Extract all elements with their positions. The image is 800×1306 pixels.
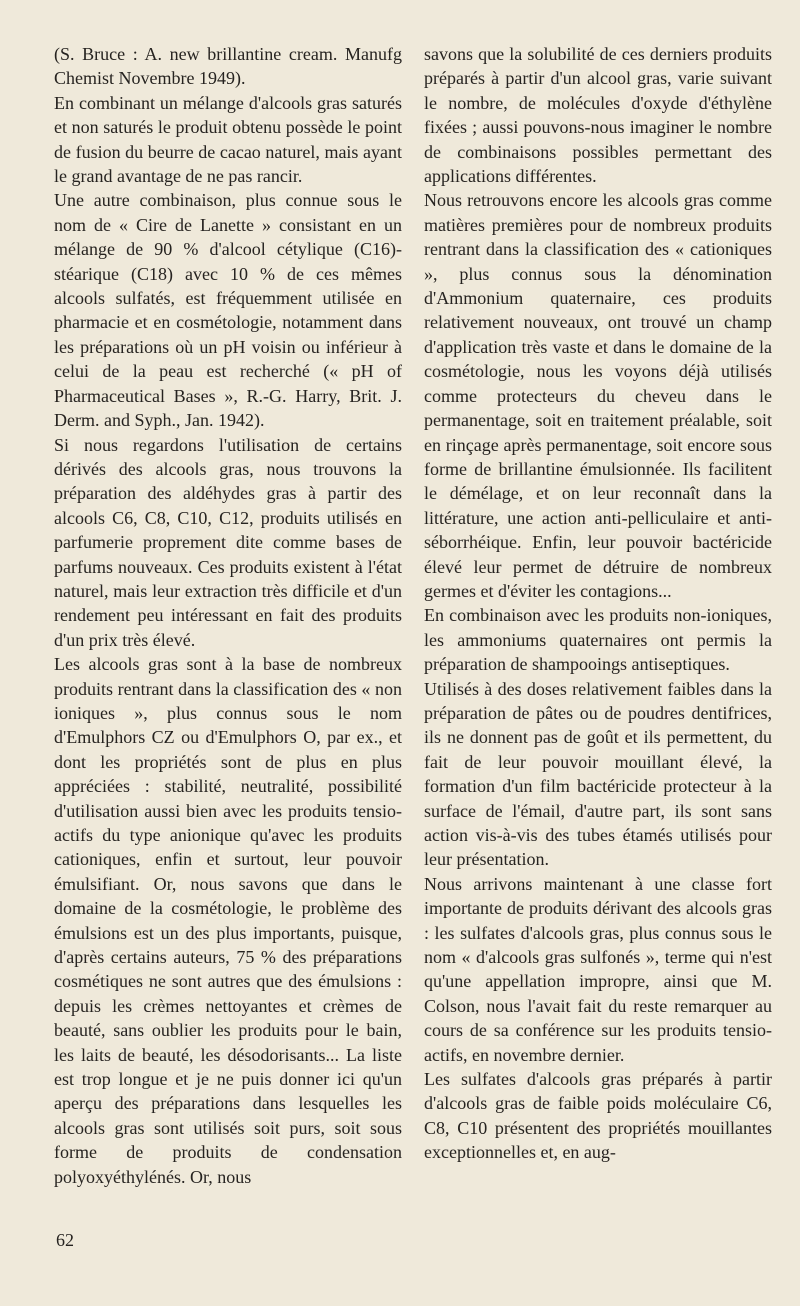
paragraph: Les alcools gras sont à la base de nombreux produits rentrant dans la classification des « non ioniques », plus connus sous le nom d'Emulphors CZ ou d'Emulphors O, par ex., et dont les propriétés sont de plus en plus appréciées : stabilité, neutralité, possibilité d'utilisation aussi bien avec les produits tensio-actifs du type anionique qu'avec les produits cationiques, enfin et surtout, leur pouvoir émulsifiant. Or, nous savons que dans le domaine de la cosmétologie, le problème des émulsions est un des plus importants, puisque, d'après certains auteurs, 75 % des préparations cosmétiques ne sont autres que des émulsions : depuis les crèmes nettoyantes et crèmes de beauté, sans oublier les produits pour le bain, les laits de beauté, les désodorisants... La liste est trop longue et je ne puis donner ici qu'un aperçu des préparations dans lesquelles les alcools gras sont utilisés soit purs, soit sous forme de produits de condensation polyoxyéthylénés. Or, nous (54, 654, 402, 1187)
paragraph: Nous arrivons maintenant à une classe fort importante de produits dérivant des alcools gras : les sulfates d'alcools gras, plus connus sous le nom « d'alcools gras sulfonés », terme qui n'est qu'une appellation impropre, ainsi que M. Colson, nous l'avait fait du reste remarquer au cours de sa conférence sur les produits tensio-actifs, en novembre dernier. (424, 873, 772, 1065)
page-number: 62 (56, 1230, 74, 1250)
right-column (424, 42, 772, 1165)
paragraph: Les sulfates d'alcools gras préparés à partir d'alcools gras de faible poids moléculaire C6, C8, C10 présentent des propriétés mouillantes exceptionnelles et, en aug- (424, 1069, 772, 1163)
paragraph: savons que la solubilité de ces derniers produits préparés à partir d'un alcool gras, varie suivant le nombre, de molécules d'oxyde d'éthylène fixées ; aussi pouvons-nous imaginer le nombre de combinaisons possibles permettant des applications différentes. (424, 44, 772, 187)
paragraph: Une autre combinaison, plus connue sous le nom de « Cire de Lanette » consistant en un mélange de 90 % d'alcool cétylique (C16)-stéarique (C18) avec 10 % de ces mêmes alcools sulfatés, est fréquemment utilisée en pharmacie et en cosmétologie, notamment dans les préparations où un pH voisin ou inférieur à celui de la peau est recherché (« pH of Pharmaceutical Bases », R.-G. Harry, Brit. J. Derm. and Syph., Jan. 1942). (54, 190, 402, 431)
paragraph: En combinaison avec les produits non-ioniques, les ammoniums quaternaires ont permis la préparation de shampooings antiseptiques. (424, 605, 772, 675)
paragraph: En combinant un mélange d'alcools gras saturés et non saturés le produit obtenu possède le point de fusion du beurre de cacao naturel, mais ayant le grand avantage de ne pas rancir. (54, 92, 402, 187)
paragraph: Utilisés à des doses relativement faibles dans la préparation de pâtes ou de poudres dentifrices, ils ne donnent pas de goût et ils permettent, du fait de leur pouvoir mouillant élevé, la formation d'un film bactéricide protecteur à la surface de l'émail, d'autre part, ils sont sans action vis-à-vis des tubes étamés utilisés pour leur présentation. (424, 678, 772, 870)
left-column (54, 42, 402, 1189)
paragraph: (S. Bruce : A. new brillantine cream. Manufg Chemist Novembre 1949). (54, 44, 402, 89)
paragraph: Nous retrouvons encore les alcools gras comme matières premières pour de nombreux produits rentrant dans la classification des « cationiques », plus connus sous la dénomination d'Ammonium quaternaire, ces produits relativement nouveaux, ont trouvé un champ d'application très vaste et dans le domaine de la cosmétologie, nous les voyons déjà utilisés comme protecteurs du cheveu dans le permanentage, soit en traitement préalable, soit en rinçage après permanentage, soit encore sous forme de brillantine émulsionnée. Ils facilitent le démélage, et on leur reconnaît dans la littérature, une action anti-pelliculaire et anti-séborrhéique. Enfin, leur pouvoir bactéricide élevé leur permet de détruire de nombreux germes et d'éviter les contagions... (424, 190, 772, 601)
paragraph: Si nous regardons l'utilisation de certains dérivés des alcools gras, nous trouvons la préparation des aldéhydes gras à partir des alcools C6, C8, C10, C12, produits utilisés en parfumerie proprement dite comme bases de parfums nouveaux. Ces produits existent à l'état naturel, mais leur extraction très difficile et d'un rendement peu intéressant en fait des produits d'un prix très élevé. (54, 434, 402, 650)
